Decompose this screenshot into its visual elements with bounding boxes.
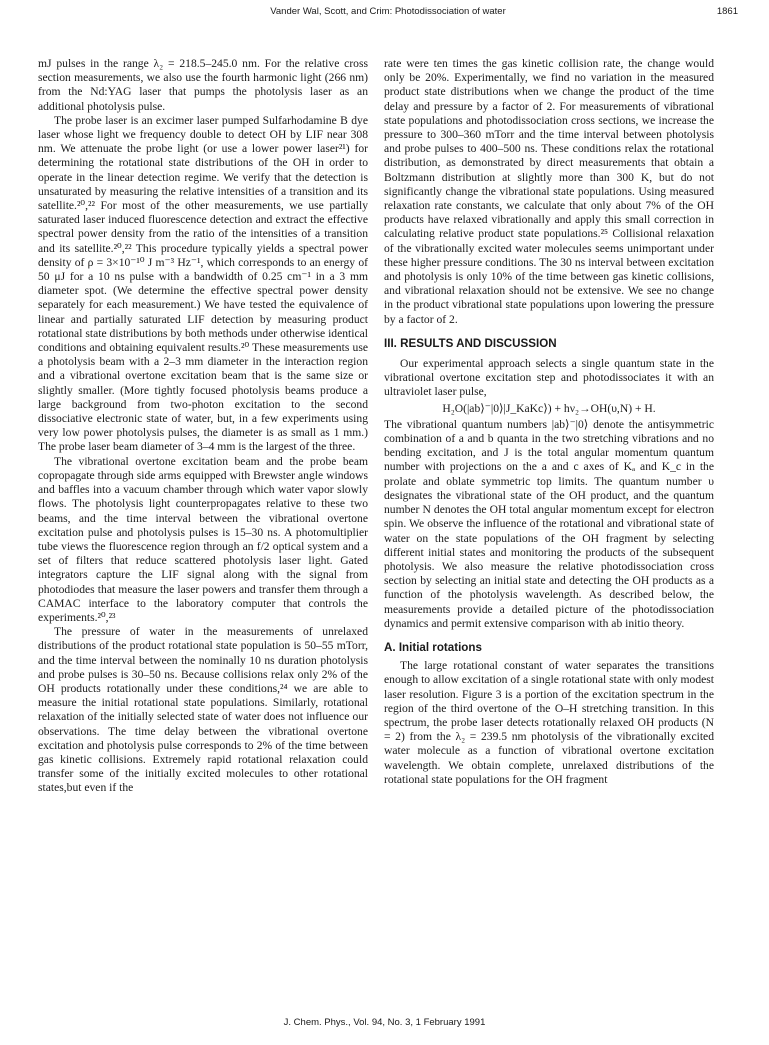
left-paragraph-1: mJ pulses in the range λ₂ = 218.5–245.0 nm. For the relative cross section measurements, we also use the fourth harmonic light (266 nm) from the Nd:YAG laser that pumps the photolysis laser as an additional photolysis pulse. (38, 57, 368, 113)
page-number: 1861 (716, 6, 738, 17)
right-paragraph-1: rate were ten times the gas kinetic collision rate, the change would only be 20%. Experimentally, we find no variation in the measured product state distributions when we change the product of the time delay and pressure by a factor of 2. For measurements of vibrational state populations and photodissociation cross sections, we increase the pressure to 300–360 mTorr and the time interval between photolysis and probe pulses to 400–500 ns. These conditions relax the rotational distribution, as demonstrated by direct measurements that obtain a Boltzmann distribution at slightly more than 300 K, but do not significantly change the vibrational state populations. Using measured relaxation rate constants, we calculate that only about 7% of the OH products have relaxed vibrationally and apply this small correction in calculating relative product state populations.²⁵ Collisional relaxation of the vibrationally excited water molecules seems unimportant under these higher pressure conditions. The 30 ns interval between excitation and photolysis is only 10% of the time between gas kinetic collisions, and vibrational relaxation should not be extensive. We see no change in the product vibrational state populations upon lowering the pressure by a factor of 2. (384, 57, 714, 326)
left-paragraph-2: The probe laser is an excimer laser pumped Sulfarhodamine B dye laser whose light we frequency double to detect OH by LIF near 308 nm. We attenuate the probe light (or use a lower power laser²¹) for determining the rotational state distributions of the OH in order to operate in the linear detection regime. We verify that the detection is unsaturated by measuring the relative intensities of a transition and its satellite.²⁰,²² For most of the other measurements, we use partially saturated laser induced fluorescence detection and extract the effective spectral power density from the ratio of the intensities of a transition and its satellite.²⁰,²² This procedure typically yields a spectral power density of ρ = 3×10⁻¹⁰ J m⁻³ Hz⁻¹, which corresponds to an energy of 50 μJ for a 10 ns pulse with a bandwidth of 0.25 cm⁻¹ in a 3 mm diameter spot. (We determine the effective spectral power density separately for each measurement.) We have tested the equivalence of linear and partially saturated LIF detection by measuring product rotational state distributions by both methods under otherwise identical conditions and obtaining equivalent results.²⁰ These measurements use a photolysis beam with a 2–3 mm diameter in the interaction region and a vibrational overtone excitation beam that is the same size or slightly smaller. (More tightly focused photolysis beams produce a large background from two-photon excitation to the second dissociative electronic state of water, but, in a few experiments using very low power photolysis pulses, the diameter is as small as 1 mm.) The probe laser beam diameter of 3–4 mm is the largest of the three. (38, 113, 368, 454)
journal-citation-footer: J. Chem. Phys., Vol. 94, No. 3, 1 February 1991 (283, 1017, 486, 1028)
left-column (38, 57, 368, 796)
right-paragraph-2: Our experimental approach selects a single quantum state in the vibrational overtone excitation step and photodissociates it with an ultraviolet laser pulse, (384, 357, 714, 399)
left-paragraph-3: The vibrational overtone excitation beam and the probe beam copropagate through side arms equipped with Brewster angle windows and baffles into a vacuum chamber through which water vapor slowly flows. The photolysis light counterpropagates relative to these two beams, and the time interval between the vibrational overtone excitation pulse and photolysis pulses is 15–30 ns. A photomultiplier tube views the fluorescence region through an f/2 optical system and a set of filters that reduce scattered photolysis laser light. Gated integrators capture the LIF signal along with the signal from photodiodes that measure the laser powers and transfer them through a CAMAC interface to the laboratory computer that controls the experiments.²⁰,²³ (38, 454, 368, 624)
right-column (384, 57, 714, 787)
right-paragraph-4: The large rotational constant of water separates the transitions enough to allow excitation of a single rotational state with only modest laser resolution. Figure 3 is a portion of the excitation spectrum in the region of the third overtone of the O–H stretching transition. In this spectrum, the probe laser detects rotationally relaxed OH products (N = 2) from the λ₂ = 239.5 nm photolysis of the vibrationally excited water molecule as a function of vibrational overtone excitation wavelength. We obtain complete, unrelaxed distributions of the rotational state populations for the OH fragment (384, 659, 714, 786)
section-heading: III. RESULTS AND DISCUSSION (384, 336, 557, 350)
subsection-heading: A. Initial rotations (384, 640, 482, 654)
running-head-title: Vander Wal, Scott, and Crim: Photodissociation of water (270, 6, 506, 17)
right-paragraph-3: The vibrational quantum numbers |ab⟩⁻|0⟩ denote the antisymmetric combination of a and b quanta in the two stretching vibrations and no bending excitation, and J is the total angular momentum quantum number with projections on the a and c axes of Kₐ and K_c in the prolate and oblate symmetric top limits. The quantum number υ designates the vibrational state of the OH product, and the quantum number N denotes the OH total angular momentum except for electron spin. We observe the influence of the rotational and vibrational state of water on the state populations of the OH fragment by selecting different initial states and monitoring the products of the subsequent photolysis. We also measure the relative photodissociation cross section by selecting an initial state and detecting the OH products as a function of the photolysis wavelength. As described below, the measurements provide a detailed picture of the photodissociation dynamics and permit extensive comparison with ab initio theory. (384, 417, 714, 630)
reaction-equation: H₂O(|ab⟩⁻|0⟩|J_KaKc⟩) + hν₂→OH(υ,N) + H. (442, 401, 656, 415)
running-header (38, 6, 738, 20)
left-paragraph-4: The pressure of water in the measurements of unrelaxed distributions of the product rotational state population is 50–55 mTorr, and the time interval between the nominally 10 ns duration photolysis and probe pulses is 30–50 ns. Because collisions relax only 2% of the OH products rotationally under these conditions,²⁴ we are able to measure the initial rotational state populations. Similarly, rotational relaxation of the initially selected state of water does not influence our observations. The time delay between the vibrational overtone excitation and photolysis pulse corresponds to 2% of the time between gas kinetic collisions. Extremely rapid rotational relaxation could transfer some of the initially excited molecules to other rotational states,but even if the (38, 625, 368, 795)
